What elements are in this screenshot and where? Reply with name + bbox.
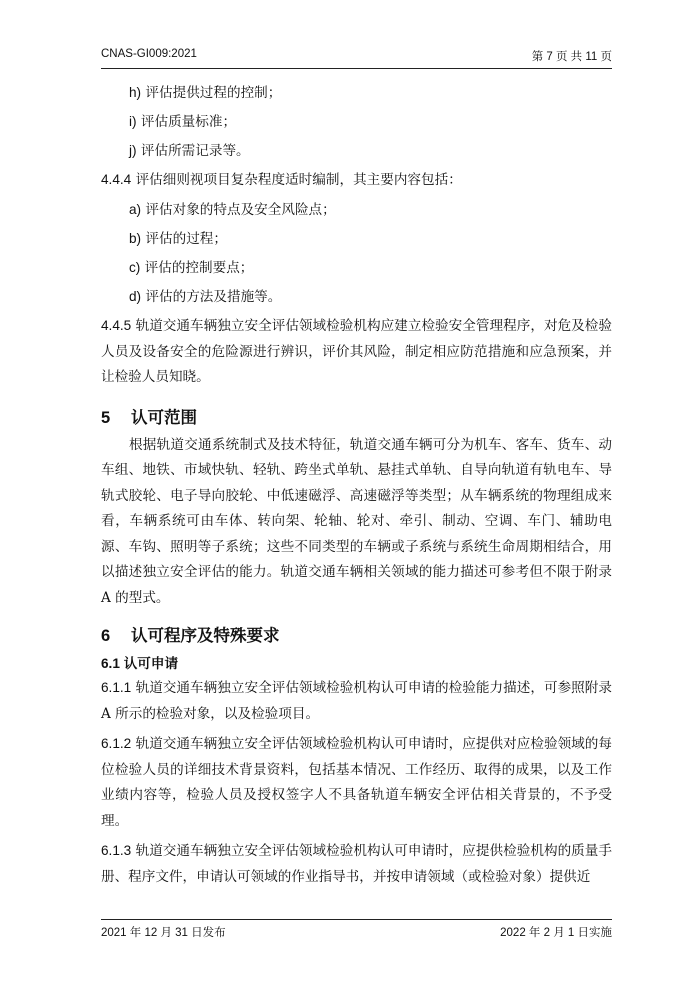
section-5-body: 根据轨道交通系统制式及技术特征，轨道交通车辆可分为机车、客车、货车、动车组、地铁、市域快轨、轻轨、跨坐式单轨、悬挂式单轨、自导向轨道有轨电车、导轨式胶轮、电子导向胶轮、中低速磁浮、高速磁浮等类型；从车辆系统的物理组成来看，车辆系统可由车体、转向架、轮轴、轮对、牵引、制动、空调、车门、辅助电源、车钩、照明等子系统；这些不同类型的车辆或子系统与系统生命周期相结合，用以描述独立安全评估的能力。轨道交通车辆相关领域的能力描述可参考但不限于附录 A 的型式。	[101, 436, 612, 606]
clause-4-4-5	[101, 313, 612, 391]
clause-6-1-3	[101, 838, 612, 890]
subsection-title: 认可申请	[123, 656, 179, 671]
clause-6-1-1	[101, 675, 612, 727]
section-heading-6	[101, 623, 612, 649]
section-number: 5	[101, 408, 111, 427]
clause-text: 轨道交通车辆独立安全评估领域检验机构认可申请的检验能力描述，可参照附录 A 所示的检验对象，以及检验项目。	[101, 680, 612, 722]
clause-number: 4.4.5	[101, 318, 132, 333]
clause-4-4-4	[101, 165, 612, 195]
section-number: 6	[101, 627, 111, 645]
page-number: 第 7 页 共 11 页	[531, 51, 612, 63]
issue-date: 2021 年 12 月 31 日发布	[101, 927, 226, 939]
clause-text: 轨道交通车辆独立安全评估领域检验机构认可申请时，应提供对应检验领域的每位检验人员的详细技术背景资料，包括基本情况、工作经历、取得的成果，以及工作业绩内容等，检验人员及授权签字人不具备轨道车辆安全评估相关背景的，不予受理。	[101, 736, 612, 829]
section-title: 认可程序及特殊要求	[131, 627, 280, 645]
list-item: j) 评估所需记录等。	[129, 143, 250, 159]
footer-divider	[101, 919, 612, 920]
page-header	[101, 44, 612, 66]
page-footer	[101, 922, 612, 942]
effective-date: 2022 年 2 月 1 日实施	[500, 927, 612, 939]
list-item: a) 评估对象的特点及安全风险点；	[129, 202, 336, 218]
document-body	[101, 78, 612, 890]
section-heading-5	[101, 405, 612, 431]
document-code: CNAS-GI009:2021	[101, 48, 197, 60]
clause-number: 4.4.4	[101, 172, 132, 187]
clause-text: 轨道交通车辆独立安全评估领域检验机构应建立检验安全管理程序，对危及检验人员及设备安全的危险源进行辨识，评价其风险，制定相应防范措施和应急预案，并让检验人员知晓。	[101, 318, 612, 385]
list-item: i) 评估质量标准；	[129, 114, 237, 130]
section-title: 认可范围	[131, 408, 197, 427]
list-item: c) 评估的控制要点；	[129, 260, 254, 276]
list-item: b) 评估的过程；	[129, 231, 227, 247]
list-item: h) 评估提供过程的控制；	[129, 85, 282, 101]
header-divider	[101, 68, 612, 69]
clause-number: 6.1.2	[101, 736, 132, 751]
clause-number: 6.1.1	[101, 680, 132, 695]
list-item: d) 评估的方法及措施等。	[129, 289, 282, 305]
subsection-number: 6.1	[101, 656, 120, 671]
subsection-heading-6-1	[101, 653, 612, 675]
clause-text: 轨道交通车辆独立安全评估领域检验机构认可申请时，应提供检验机构的质量手册、程序文件，申请认可领域的作业指导书，并按申请领域（或检验对象）提供近	[101, 843, 612, 885]
clause-text: 评估细则视项目复杂程度适时编制，其主要内容包括：	[135, 172, 462, 188]
clause-6-1-2	[101, 731, 612, 834]
clause-number: 6.1.3	[101, 843, 132, 858]
